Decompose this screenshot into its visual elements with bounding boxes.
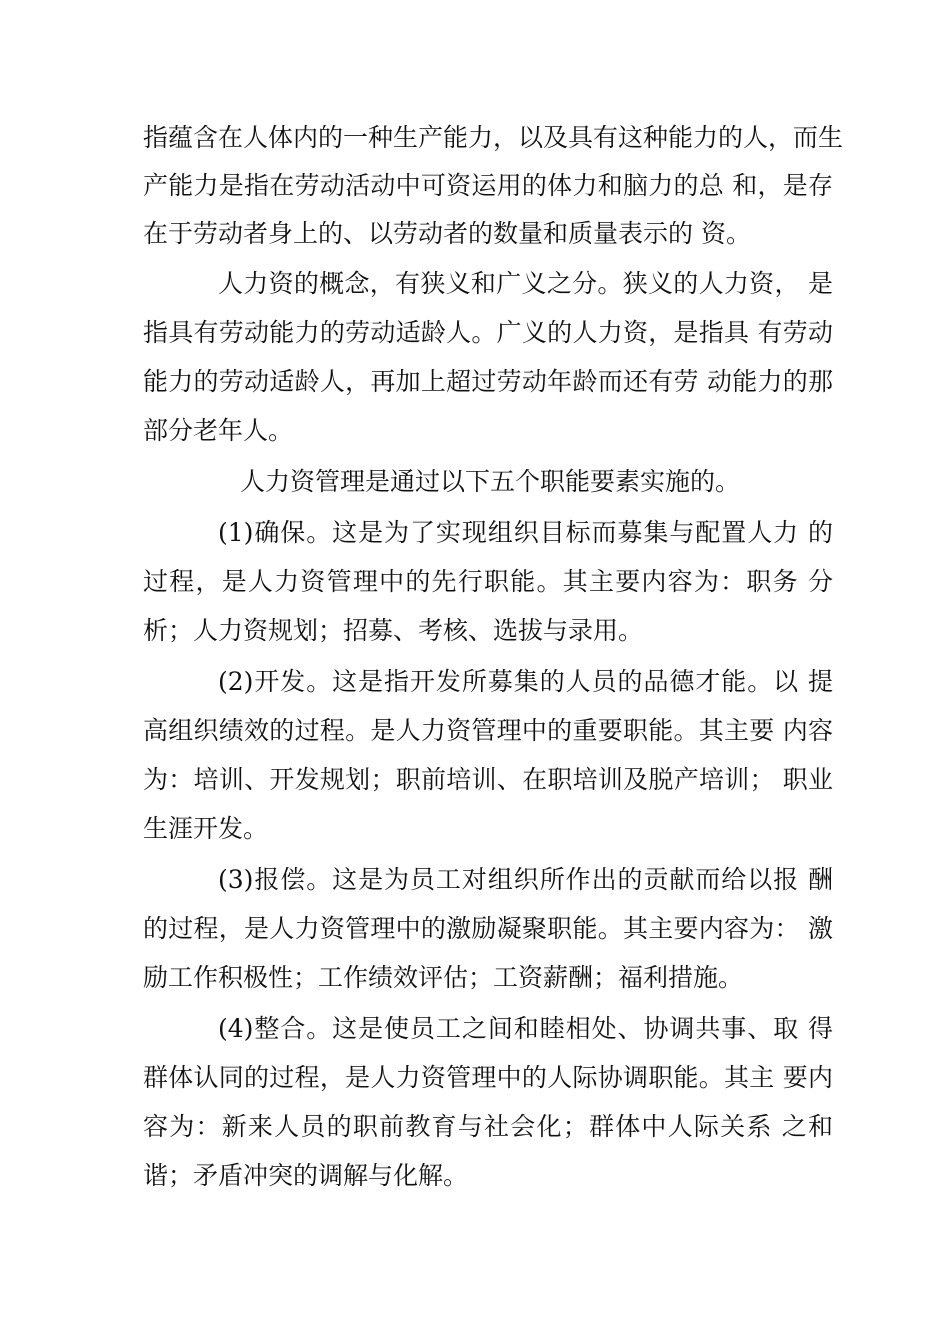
text-line: 人力资管理是通过以下五个职能要素实施的。 [240,467,741,496]
text-line: 谐；矛盾冲突的调解与化解。 [143,1161,469,1190]
text-line: (2)开发。这是指开发所募集的人员的品德才能。以 提 [218,667,833,696]
text-line: 产能力是指在劳动活动中可资运用的体力和脑力的总 和，是存 [143,171,833,200]
text-line: 部分老年人。 [143,416,294,445]
text-line: 生涯开发。 [143,814,269,843]
text-line: (4)整合。这是使员工之间和睦相处、协调共事、取 得 [218,1014,833,1043]
text-line: 指蕴含在人体内的一种生产能力，以及具有这种能力的人，而生 [143,123,844,152]
text-line: 高组织绩效的过程。是人力资管理中的重要职能。其主要 内容 [143,716,833,745]
text-line: 析；人力资规划；招募、考核、选拔与录用。 [143,616,644,645]
text-line: 为：培训、开发规划；职前培训、在职培训及脱产培训； 职业 [143,765,833,794]
text-line: (3)报偿。这是为员工对组织所作出的贡献而给以报 酬 [218,865,833,894]
text-line: 群体认同的过程，是人力资管理中的人际协调职能。其主 要内 [143,1063,833,1092]
text-line: 在于劳动者身上的、以劳动者的数量和质量表示的 资。 [143,219,751,248]
text-line: 过程，是人力资管理中的先行职能。其主要内容为：职务 分 [143,567,833,596]
text-line: (1)确保。这是为了实现组织目标而募集与配置人力 的 [218,518,833,547]
text-line: 的过程，是人力资管理中的激励凝聚职能。其主要内容为： 激 [143,914,833,943]
text-line: 容为：新来人员的职前教育与社会化；群体中人际关系 之和 [143,1112,833,1141]
text-line: 励工作积极性；工作绩效评估；工资薪酬；福利措施。 [143,963,744,992]
text-line: 指具有劳动能力的劳动适龄人。广义的人力资，是指具 有劳动 [143,318,833,347]
text-line: 人力资的概念，有狭义和广义之分。狭义的人力资， 是 [218,269,833,298]
text-line: 能力的劳动适龄人，再加上超过劳动年龄而还有劳 动能力的那 [143,367,833,396]
